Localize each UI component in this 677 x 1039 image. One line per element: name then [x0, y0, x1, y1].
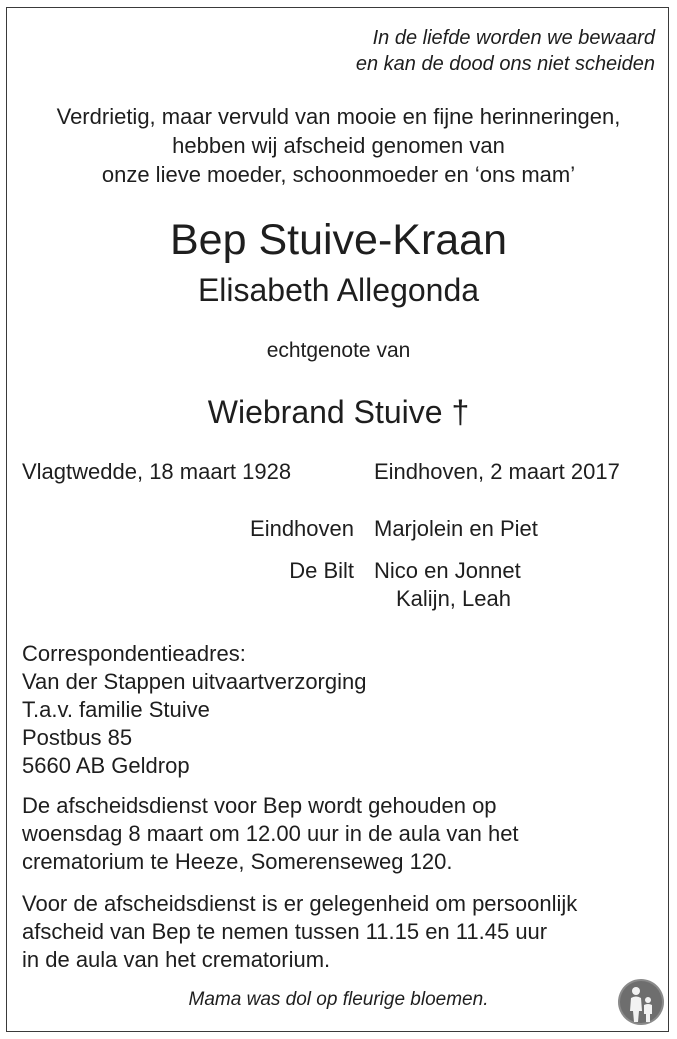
viewing-line-1: Voor de afscheidsdienst is er gelegenheid om persoonlijk: [22, 891, 578, 916]
service-line-3: crematorium te Heeze, Somerenseweg 120.: [22, 849, 453, 874]
intro-line-2: hebben wij afscheid genomen van: [172, 133, 505, 158]
birth-info: Vlagtwedde, 18 maart 1928: [22, 459, 292, 484]
relation-label: echtgenote van: [266, 339, 411, 362]
deceased-given-names: Elisabeth Allegonda: [197, 272, 480, 308]
address-line-3: Postbus 85: [22, 725, 133, 750]
address-heading: Correspondentieadres:: [22, 641, 246, 666]
motto-line-1: In de liefde worden we bewaard: [372, 27, 655, 49]
service-line-1: De afscheidsdienst voor Bep wordt gehouden op: [22, 793, 497, 818]
address-line-2: T.a.v. familie Stuive: [22, 697, 210, 722]
intro-line-1: Verdrietig, maar vervuld van mooie en fijne herinneringen,: [56, 104, 621, 129]
address-line-4: 5660 AB Geldrop: [22, 753, 190, 778]
family-place-1: Eindhoven: [250, 516, 354, 541]
family-names-2: Nico en Jonnet: [374, 558, 521, 583]
deceased-name: Bep Stuive-Kraan: [169, 216, 508, 264]
family-place-2: De Bilt: [289, 558, 354, 583]
viewing-line-2: afscheid van Bep te nemen tussen 11.15 en 11.45 uur: [22, 919, 548, 944]
memorial-figure-icon: [617, 978, 665, 1026]
closing-note: Mama was dol op fleurige bloemen.: [188, 989, 489, 1010]
spouse-name: Wiebrand Stuive †: [207, 394, 470, 430]
motto-line-2: en kan de dood ons niet scheiden: [355, 53, 655, 75]
address-line-1: Van der Stappen uitvaartverzorging: [22, 669, 367, 694]
intro-line-3: onze lieve moeder, schoonmoeder en ‘ons mam’: [101, 162, 576, 187]
service-line-2: woensdag 8 maart om 12.00 uur in de aula van het: [22, 821, 519, 846]
death-info: Eindhoven, 2 maart 2017: [374, 459, 620, 484]
viewing-line-3: in de aula van het crematorium.: [22, 947, 331, 972]
family-grandchildren-2: Kalijn, Leah: [396, 586, 511, 611]
family-names-1: Marjolein en Piet: [374, 516, 538, 541]
